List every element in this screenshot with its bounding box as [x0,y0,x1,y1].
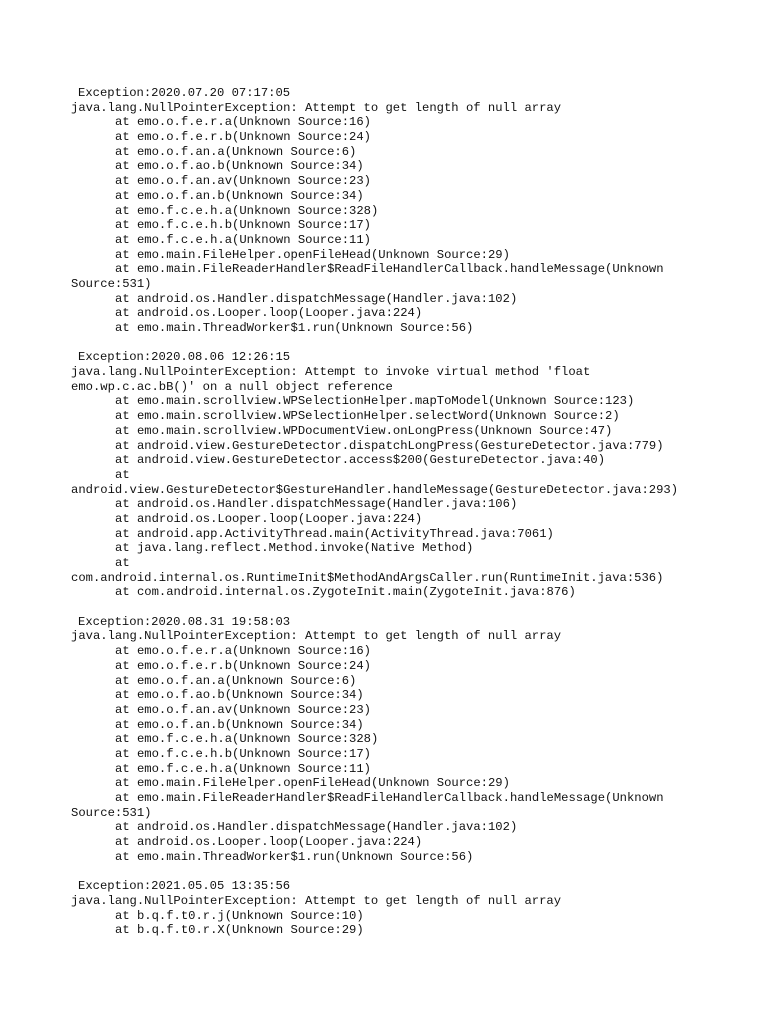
exception-entry [71,350,761,600]
stack-frame-line: at emo.f.c.e.h.a(Unknown Source:11) [115,232,371,247]
exception-message: java.lang.NullPointerException: Attempt to get length of null array [71,629,562,644]
stack-frame-line: at emo.f.c.e.h.a(Unknown Source:11) [115,761,371,776]
exception-entry [71,615,761,865]
stack-frame-line: at emo.o.f.e.r.a(Unknown Source:16) [115,115,371,130]
stack-frame-line: at [115,467,130,482]
stack-frame-line: at emo.main.scrollview.WPSelectionHelper.selectWord(Unknown Source:2) [115,409,620,424]
stack-frame-line: at android.os.Looper.loop(Looper.java:224) [115,306,423,321]
stack-frame-line: at android.app.ActivityThread.main(ActivityThread.java:7061) [115,526,554,541]
wrapped-continuation-line: Source:531) [71,276,152,291]
exception-log-document [71,86,761,953]
stack-frame-line: at emo.o.f.e.r.b(Unknown Source:24) [115,658,371,673]
stack-frame-line: at emo.o.f.an.b(Unknown Source:34) [115,188,364,203]
stack-frame-line: at emo.f.c.e.h.b(Unknown Source:17) [115,746,371,761]
stack-frame-line: at emo.o.f.ao.b(Unknown Source:34) [115,688,364,703]
wrapped-continuation-line: emo.wp.c.ac.bB()' on a null object reference [71,379,393,394]
stack-frame-line: at emo.o.f.an.a(Unknown Source:6) [115,144,357,159]
exception-entry [71,86,761,336]
stack-frame-line: at emo.o.f.an.av(Unknown Source:23) [115,174,371,189]
stack-frame-line: at android.os.Looper.loop(Looper.java:224) [115,511,423,526]
stack-frame-line: at emo.main.scrollview.WPDocumentView.onLongPress(Unknown Source:47) [115,423,613,438]
exception-entry [71,879,761,938]
stack-frame-line: at emo.f.c.e.h.a(Unknown Source:328) [115,203,379,218]
exception-message: java.lang.NullPointerException: Attempt to get length of null array [71,100,562,115]
stack-frame-line: at b.q.f.t0.r.X(Unknown Source:29) [115,923,364,938]
stack-frame-line: at com.android.internal.os.ZygoteInit.main(ZygoteInit.java:876) [115,585,576,600]
stack-frame-line: at android.os.Handler.dispatchMessage(Handler.java:106) [115,497,518,512]
wrapped-continuation-line: Source:531) [71,805,152,820]
stack-frame-line: at android.os.Looper.loop(Looper.java:224) [115,835,423,850]
stack-frame-line: at emo.o.f.ao.b(Unknown Source:34) [115,159,364,174]
stack-frame-line: at b.q.f.t0.r.j(Unknown Source:10) [115,908,364,923]
stack-frame-line: at emo.o.f.an.av(Unknown Source:23) [115,702,371,717]
exception-timestamp-header: Exception:2020.07.20 07:17:05 [78,86,291,100]
stack-frame-line: at android.view.GestureDetector.dispatchLongPress(GestureDetector.java:779) [115,438,664,453]
stack-frame-line: at android.os.Handler.dispatchMessage(Handler.java:102) [115,291,518,306]
exception-timestamp-header: Exception:2021.05.05 13:35:56 [78,879,291,894]
exception-timestamp-header: Exception:2020.08.31 19:58:03 [78,614,291,629]
wrapped-continuation-line: com.android.internal.os.RuntimeInit$MethodAndArgsCaller.run(RuntimeInit.java:536) [71,570,664,585]
exception-message: java.lang.NullPointerException: Attempt to get length of null array [71,893,562,908]
stack-frame-line: at emo.main.ThreadWorker$1.run(Unknown Source:56) [115,321,474,335]
stack-frame-line: at emo.o.f.e.r.b(Unknown Source:24) [115,130,371,145]
stack-frame-line: at emo.o.f.an.b(Unknown Source:34) [115,717,364,732]
stack-frame-line: at emo.f.c.e.h.b(Unknown Source:17) [115,218,371,233]
stack-frame-line: at android.os.Handler.dispatchMessage(Handler.java:102) [115,820,518,835]
stack-frame-line: at emo.main.FileHelper.openFileHead(Unknown Source:29) [115,247,510,262]
stack-frame-line: at java.lang.reflect.Method.invoke(Native Method) [115,541,474,556]
stack-frame-line: at emo.main.FileReaderHandler$ReadFileHandlerCallback.handleMessage(Unknown [115,262,664,277]
stack-frame-line: at emo.main.FileReaderHandler$ReadFileHandlerCallback.handleMessage(Unknown [115,791,664,805]
stack-frame-line: at emo.o.f.an.a(Unknown Source:6) [115,673,357,688]
stack-frame-line: at emo.main.FileHelper.openFileHead(Unknown Source:29) [115,776,510,791]
stack-frame-line: at android.view.GestureDetector.access$200(GestureDetector.java:40) [115,453,606,468]
stack-frame-line: at emo.main.scrollview.WPSelectionHelper.mapToModel(Unknown Source:123) [115,394,635,409]
stack-frame-line: at emo.o.f.e.r.a(Unknown Source:16) [115,644,371,659]
stack-frame-line: at [115,556,130,570]
stack-frame-line: at emo.f.c.e.h.a(Unknown Source:328) [115,732,379,747]
wrapped-continuation-line: android.view.GestureDetector$GestureHandler.handleMessage(GestureDetector.java:293) [71,482,679,497]
exception-message: java.lang.NullPointerException: Attempt to invoke virtual method 'float [71,365,591,380]
exception-timestamp-header: Exception:2020.08.06 12:26:15 [78,350,291,365]
stack-frame-line: at emo.main.ThreadWorker$1.run(Unknown Source:56) [115,849,474,864]
